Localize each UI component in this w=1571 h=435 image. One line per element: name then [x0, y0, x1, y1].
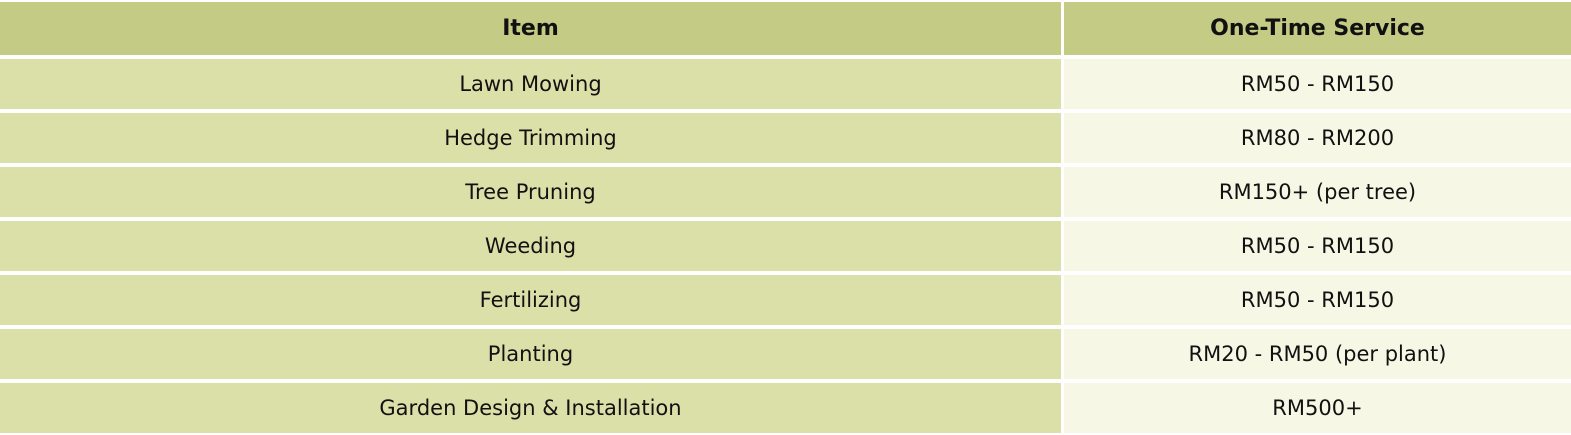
table-cell-item: Fertilizing: [0, 275, 1061, 325]
table-cell-price: RM50 - RM150: [1064, 221, 1571, 271]
table-cell-item: Planting: [0, 329, 1061, 379]
table-cell-price: RM50 - RM150: [1064, 59, 1571, 109]
table-cell-price: RM20 - RM50 (per plant): [1064, 329, 1571, 379]
table-cell-item: Garden Design & Installation: [0, 383, 1061, 433]
table-cell-price: RM80 - RM200: [1064, 113, 1571, 163]
table-cell-price: RM500+: [1064, 383, 1571, 433]
column-header-one-time-service: One-Time Service: [1064, 2, 1571, 55]
table-cell-item: Weeding: [0, 221, 1061, 271]
table-cell-item: Lawn Mowing: [0, 59, 1061, 109]
table-cell-price: RM150+ (per tree): [1064, 167, 1571, 217]
table-cell-price: RM50 - RM150: [1064, 275, 1571, 325]
table-cell-item: Hedge Trimming: [0, 113, 1061, 163]
column-header-item: Item: [0, 2, 1061, 55]
table-cell-item: Tree Pruning: [0, 167, 1061, 217]
